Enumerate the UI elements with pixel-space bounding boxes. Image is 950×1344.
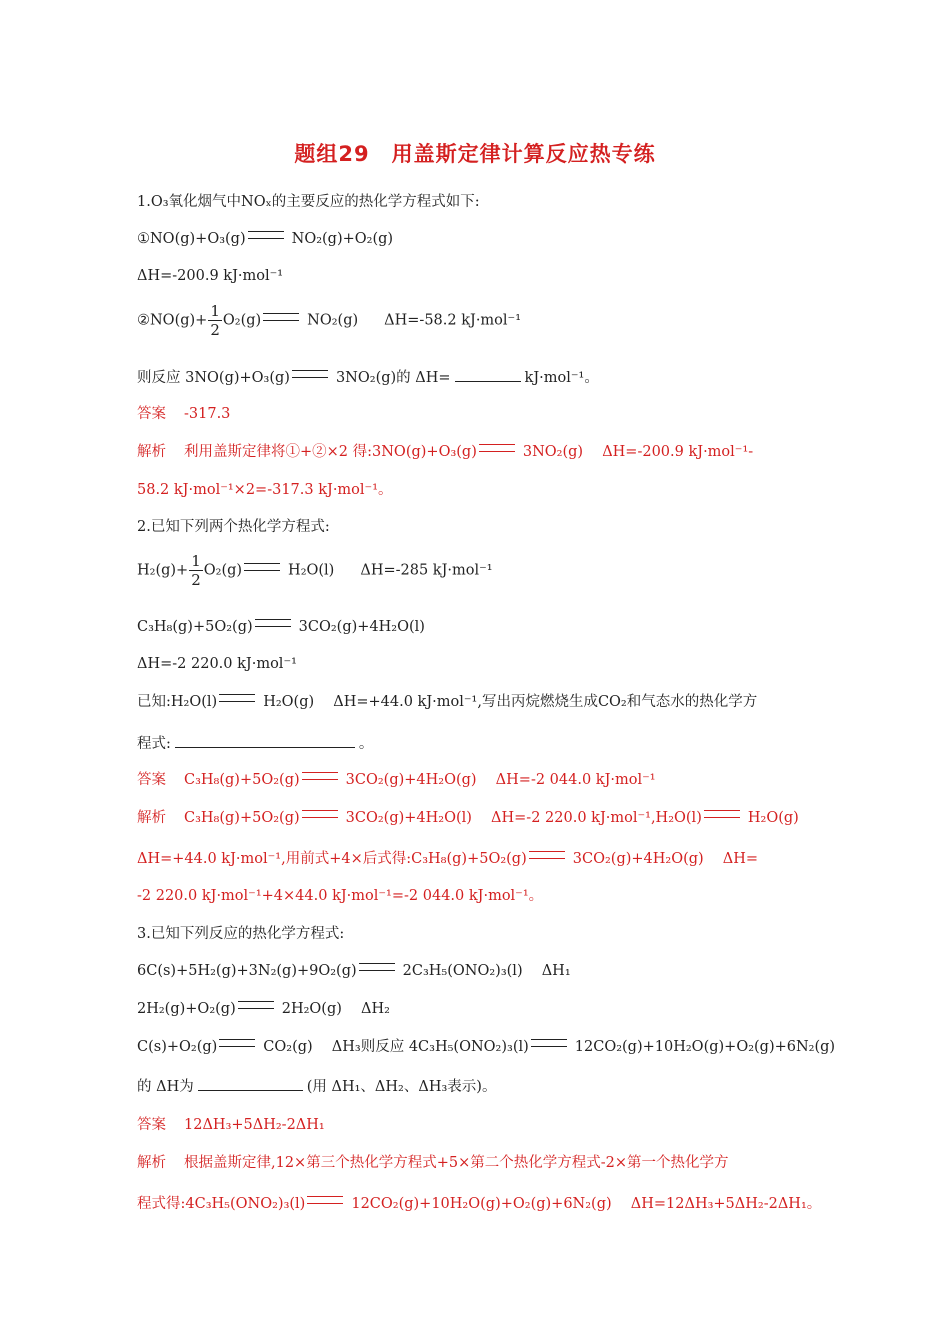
answer-blank [455,367,521,382]
equals-sign [255,619,291,627]
q3-answer: 答案 12ΔH₃+5ΔH₂-2ΔH₁ [137,1117,325,1133]
q2-analysis-line-3: -2 220.0 kJ·mol⁻¹+4×44.0 kJ·mol⁻¹=-2 044.0 kJ·mol⁻¹。 [137,888,544,904]
q1-analysis-line-2: 58.2 kJ·mol⁻¹×2=-317.3 kJ·mol⁻¹。 [137,482,393,498]
equals-sign [479,444,515,452]
q2-analysis-line-1: 解析 C₃H₈(g)+5O₂(g) 3CO₂(g)+4H₂O(l) ΔH=-2 220.0 kJ·mol⁻¹,H₂O(l) H₂O(g) [137,810,799,826]
q3-equation-3: C(s)+O₂(g) CO₂(g) ΔH₃则反应 4C₃H₅(ONO₂)₃(l) 12CO₂(g)+10H₂O(g)+O₂(g)+6N₂(g) [137,1039,836,1055]
q3-equation-1: 6C(s)+5H₂(g)+3N₂(g)+9O₂(g) 2C₃H₅(ONO₂)₃(l) ΔH₁ [137,963,571,979]
q1-equation-1: ①NO(g)+O₃(g) NO₂(g)+O₂(g) [137,231,394,247]
equals-sign [244,563,280,571]
q2-question: 程式: 。 [137,733,373,754]
q1-question: 则反应 3NO(g)+O₃(g) 3NO₂(g)的 ΔH= kJ·mol⁻¹。 [137,367,599,388]
q1-answer: 答案 -317.3 [137,406,231,422]
equals-sign [219,1039,255,1047]
q3-question: 的 ΔH为 (用 ΔH₁、ΔH₂、ΔH₃表示)。 [137,1076,496,1097]
q2-equation-1: H₂(g)+ $\frac{1}{2}$ O₂(g) H₂O(l) ΔH=-285 kJ·mol⁻¹ [137,552,493,589]
equals-sign [307,1196,343,1204]
q2-equation-2-dh: ΔH=-2 220.0 kJ·mol⁻¹ [137,656,297,672]
fraction: $\frac{1}{2}$ [210,302,220,339]
equals-sign [359,963,395,971]
q1-stem: 1.O₃氧化烟气中NOₓ的主要反应的热化学方程式如下: [137,194,480,210]
q2-equation-2: C₃H₈(g)+5O₂(g) 3CO₂(g)+4H₂O(l) [137,619,425,635]
q3-equation-2: 2H₂(g)+O₂(g) 2H₂O(g) ΔH₂ [137,1001,390,1017]
equals-sign [263,313,299,321]
q2-answer: 答案 C₃H₈(g)+5O₂(g) 3CO₂(g)+4H₂O(g) ΔH=-2 044.0 kJ·mol⁻¹ [137,772,656,788]
q1-equation-1-dh: ΔH=-200.9 kJ·mol⁻¹ [137,268,284,284]
q2-stem: 2.已知下列两个热化学方程式: [137,519,330,535]
q2-known: 已知:H₂O(l) H₂O(g) ΔH=+44.0 kJ·mol⁻¹,写出丙烷燃烧生成CO₂和气态水的热化学方 [137,694,758,710]
q1-equation-2: ②NO(g)+ $\frac{1}{2}$ O₂(g) NO₂(g) ΔH=-58.2 kJ·mol⁻¹ [137,302,522,339]
equals-sign [529,851,565,859]
q3-analysis-line-2: 程式得:4C₃H₅(ONO₂)₃(l) 12CO₂(g)+10H₂O(g)+O₂(g)+6N₂(g) ΔH=12ΔH₃+5ΔH₂-2ΔH₁。 [137,1196,822,1212]
equals-sign [219,694,255,702]
equals-sign [704,810,740,818]
equals-sign [531,1039,567,1047]
answer-blank [198,1076,303,1091]
equals-sign [238,1001,274,1009]
equals-sign [292,370,328,378]
equals-sign [302,810,338,818]
q1-analysis-line-1: 解析 利用盖斯定律将①+②×2 得:3NO(g)+O₃(g) 3NO₂(g) ΔH=-200.9 kJ·mol⁻¹- [137,444,754,460]
q3-stem: 3.已知下列反应的热化学方程式: [137,926,345,942]
answer-blank [175,733,355,748]
q3-analysis-line-1: 解析 根据盖斯定律,12×第三个热化学方程式+5×第二个热化学方程式-2×第一个热化学方 [137,1155,729,1171]
q2-analysis-line-2: ΔH=+44.0 kJ·mol⁻¹,用前式+4×后式得:C₃H₈(g)+5O₂(g) 3CO₂(g)+4H₂O(g) ΔH= [137,851,759,867]
page-title: 题组29 用盖斯定律计算反应热专练 [294,142,656,166]
equals-sign [248,231,284,239]
equals-sign [302,772,338,780]
fraction: $\frac{1}{2}$ [191,552,201,589]
